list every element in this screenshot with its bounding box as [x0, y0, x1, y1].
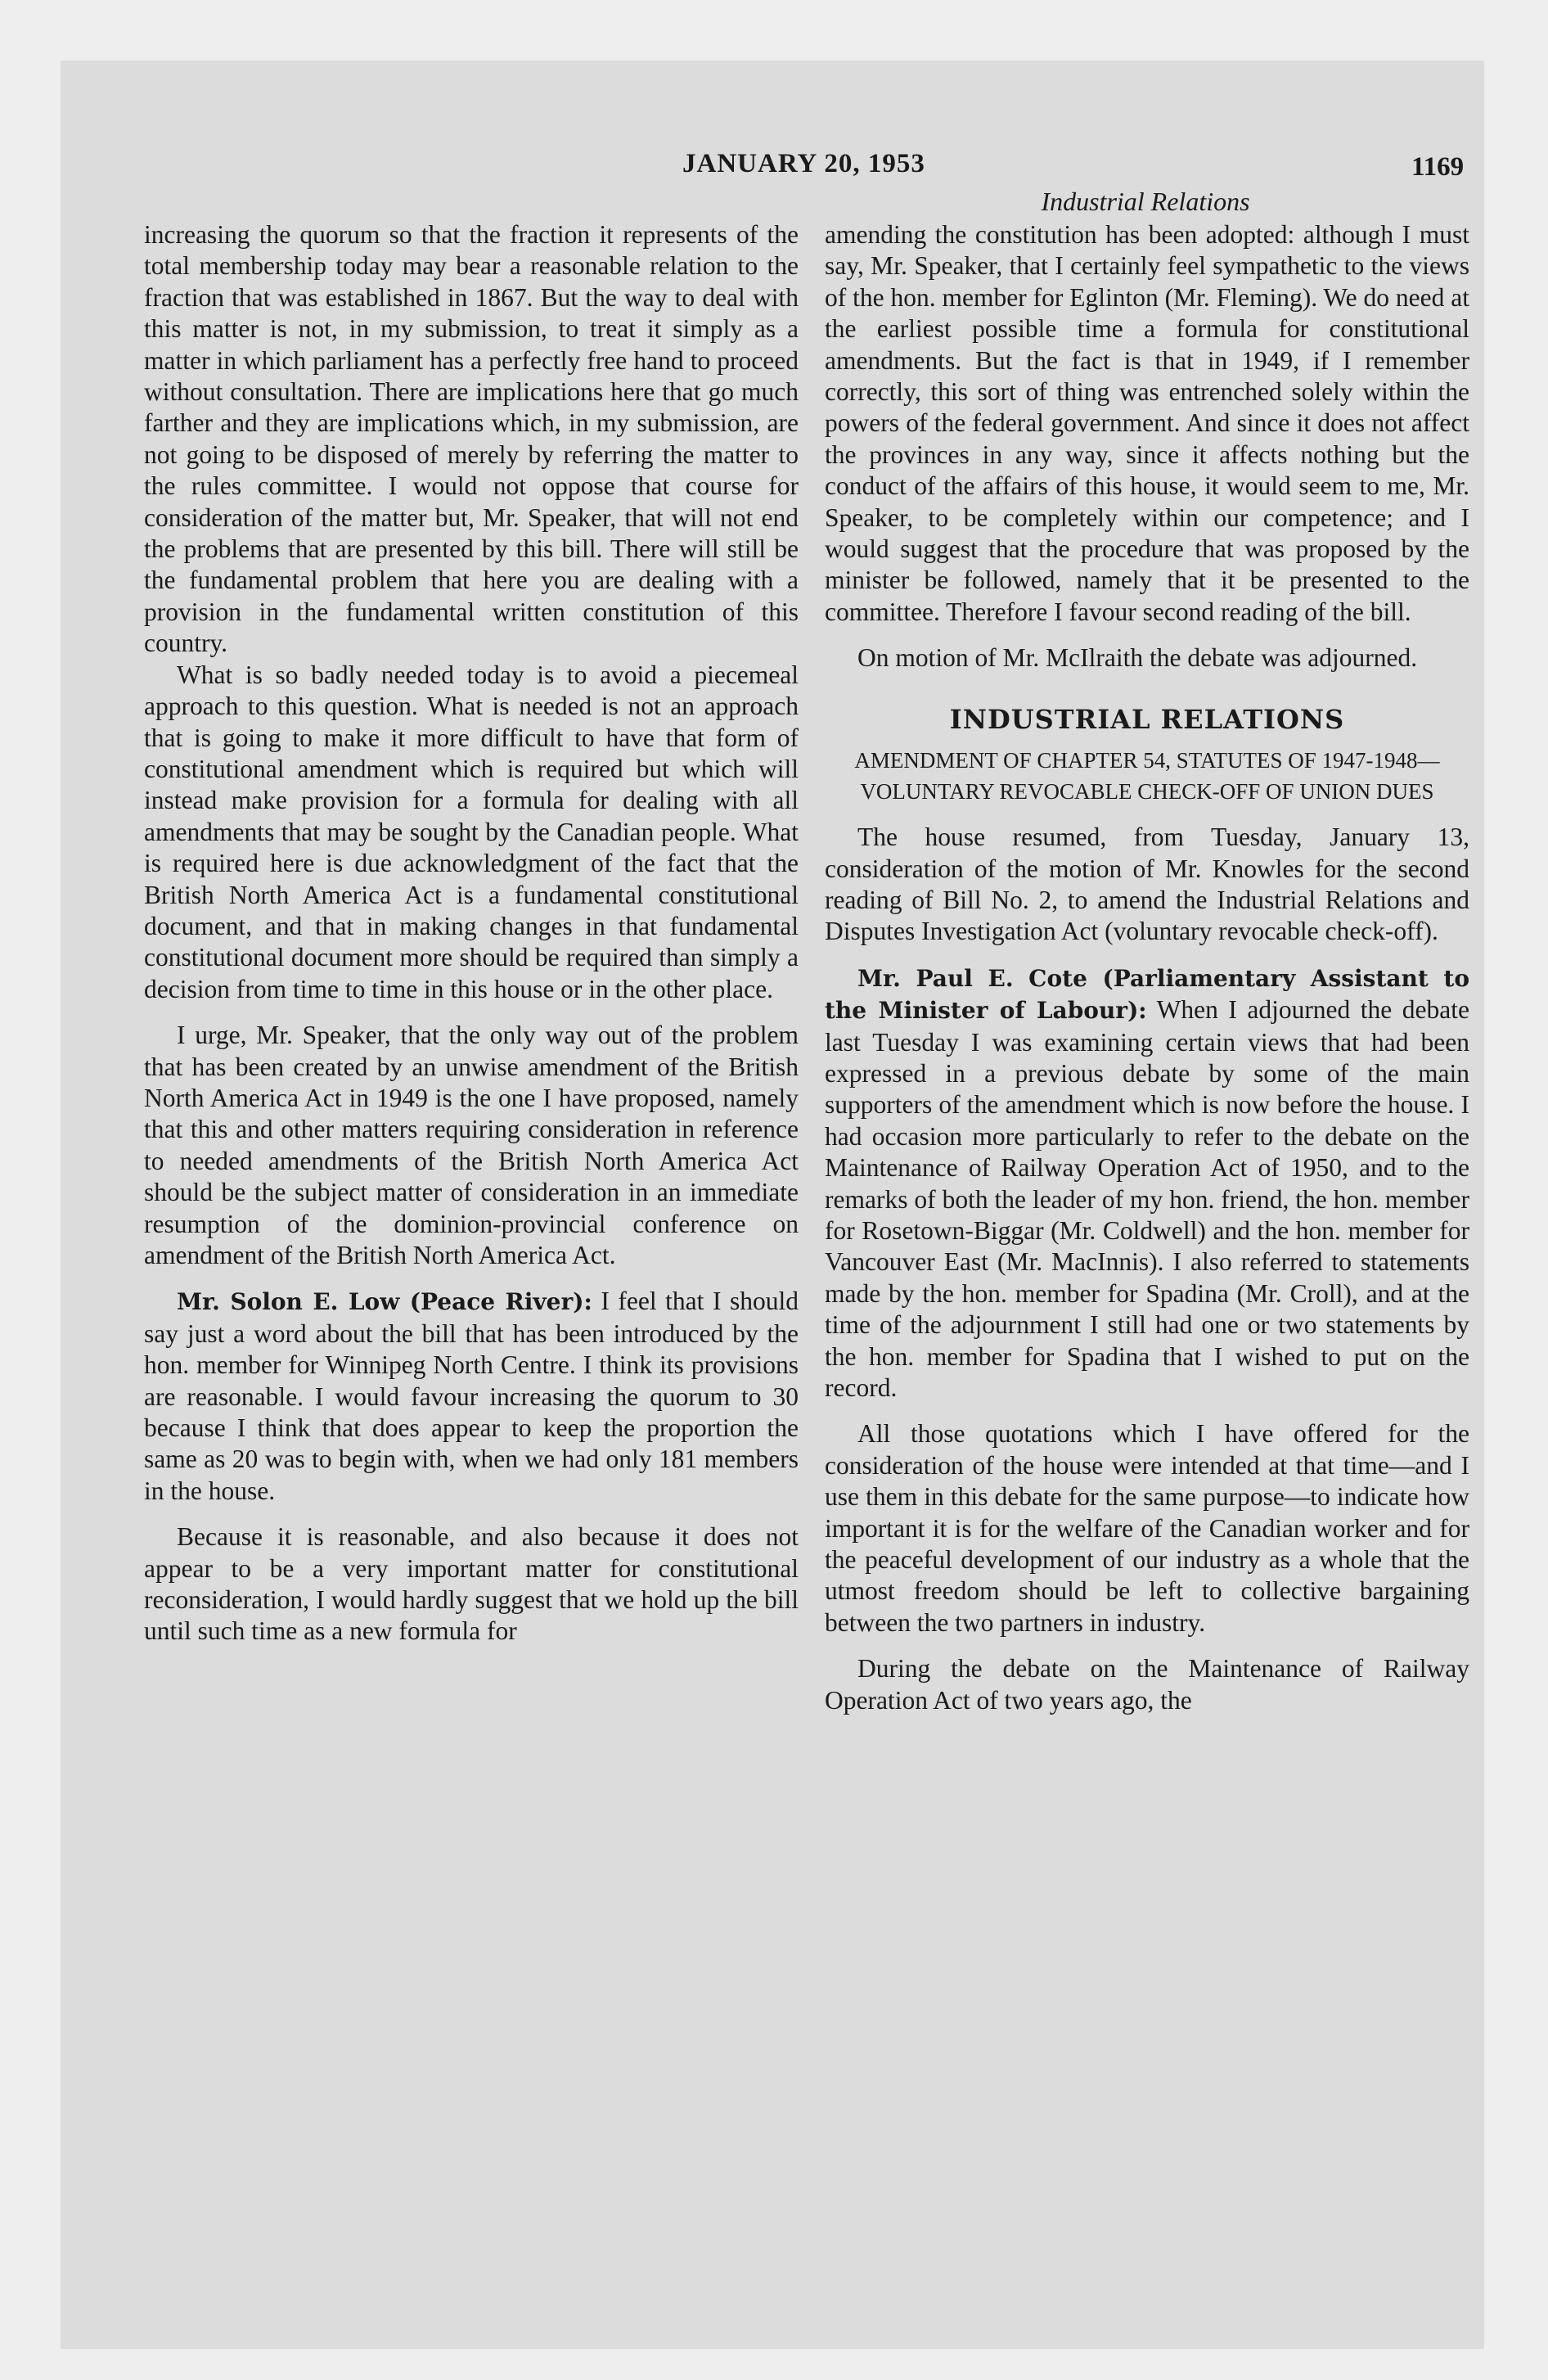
right-paragraph-5: All those quotations which I have offered for the consideration of the house were intended at that time—and I use them in this debate for the same purpose—to indicate how important it is for the welfare of the Canadian worker and for the peaceful development of our industry as a whole that the utmost freedom should be left to collective bargaining between the two partners in industry. [825, 1419, 1469, 1637]
header-date: JANUARY 20, 1953 [682, 149, 925, 178]
left-paragraph-5: Because it is reasonable, and also because it does not appear to be a very important matter for constitutional reconsideration, I would hardly suggest that we hold up the bill until such time as a new formula for [144, 1522, 799, 1646]
left-paragraph-1: increasing the quorum so that the fraction it represents of the total membership today may bear a reasonable relation to the fraction that was established in 1867. But the way to deal with this matter is not, in my submission, to treat it simply as a matter in which parliament has a perfectly free hand to proceed without consultation. There are implications here that go much farther and they are implications which, in my submission, are not going to be disposed of merely by referring the matter to the rules committee. I would not oppose that course for consideration of the matter but, Mr. Speaker, that will not end the problems that are presented by this bill. There will still be the fundamental problem that here you are dealing with a provision in the fundamental written constitution of this country. [144, 220, 799, 658]
speaker-name: Mr. Paul E. Cote (Parliamentary Assistant to the Minister of Labour): [825, 964, 1469, 1025]
right-paragraph-1: amending the constitution has been adopted: although I must say, Mr. Speaker, that I certainly feel sympathetic to the views of the hon. member for Eglinton (Mr. Fleming). We do need at the earliest possible time a formula for constitutional amendments. But the fact is that in 1949, if I remember correctly, this sort of thing was entrenched solely within the powers of the federal government. And since it does not affect the provinces in any way, since it affects nothing but the conduct of the affairs of this house, it would seem to me, Mr. Speaker, to be completely within our competence; and I would suggest that the procedure that was proposed by the minister be followed, namely that it be presented to the committee. Therefore I favour second reading of the bill. [825, 220, 1469, 626]
speech-text: I feel that I should say just a word about the bill that has been introduced by the hon. member for Winnipeg North Centre. I think its provisions are reasonable. I would favour increasing the quorum to 30 because I think that does appear to keep the proportion the same as 20 was to begin with, when we had only 181 members in the house. [144, 1287, 799, 1505]
right-paragraph-4 [825, 962, 1469, 1404]
section-subheading: AMENDMENT OF CHAPTER 54, STATUTES OF 1947-1948—VOLUNTARY REVOCABLE CHECK-OFF OF UNION DUES [854, 748, 1440, 805]
section-heading: INDUSTRIAL RELATIONS [949, 703, 1345, 735]
left-column [144, 219, 799, 1648]
speaker-name: Mr. Solon E. Low (Peace River): [177, 1288, 592, 1316]
speech-text: When I adjourned the debate last Tuesday I was examining certain views that had been expressed in a previous debate by some of the main supporters of the amendment which is now before the house. I had occasion more particularly to refer to the debate on the Maintenance of Railway Operation Act of 1950, and to the remarks of both the leader of my hon. friend, the hon. member for Rosetown-Biggar (Mr. Coldwell) and the hon. member for Vancouver East (Mr. MacInnis). I also referred to statements made by the hon. member for Spadina (Mr. Croll), and at the time of the adjournment I still had one or two statements by the hon. member for Spadina that I wished to put on the record. [825, 995, 1469, 1402]
page-number: 1169 [1411, 152, 1465, 182]
left-paragraph-3: I urge, Mr. Speaker, that the only way out of the problem that has been created by an unwise amendment of the British North America Act in 1949 is the one I have proposed, namely that this and other matters requiring consideration in reference to needed amendments of the British North America Act should be the subject matter of consideration in an immediate resumption of the dominion-provincial conference on amendment of the British North America Act. [144, 1021, 799, 1269]
right-column [825, 219, 1469, 1716]
right-paragraph-3: The house resumed, from Tuesday, January 13, consideration of the motion of Mr. Knowles for the second reading of Bill No. 2, to amend the Industrial Relations and Disputes Investigation Act (voluntary revocable check-off). [825, 823, 1469, 946]
right-paragraph-2: On motion of Mr. McIlraith the debate was adjourned. [857, 643, 1418, 673]
running-section-title: Industrial Relations [1041, 187, 1250, 216]
left-paragraph-2: What is so badly needed today is to avoid a piecemeal approach to this question. What is needed is not an approach that is going to make it more difficult to have that form of constitutional amendment which is required but which will instead make provision for a formula for dealing with all amendments that may be sought by the Canadian people. What is required here is due acknowledgment of the fact that the British North America Act is a fundamental constitutional document, and that in making changes in that fundamental constitutional document more should be required than simply a decision from time to time in this house or in the other place. [144, 660, 799, 1003]
left-paragraph-4 [144, 1286, 799, 1507]
right-paragraph-6: During the debate on the Maintenance of Railway Operation Act of two years ago, the [825, 1654, 1469, 1715]
